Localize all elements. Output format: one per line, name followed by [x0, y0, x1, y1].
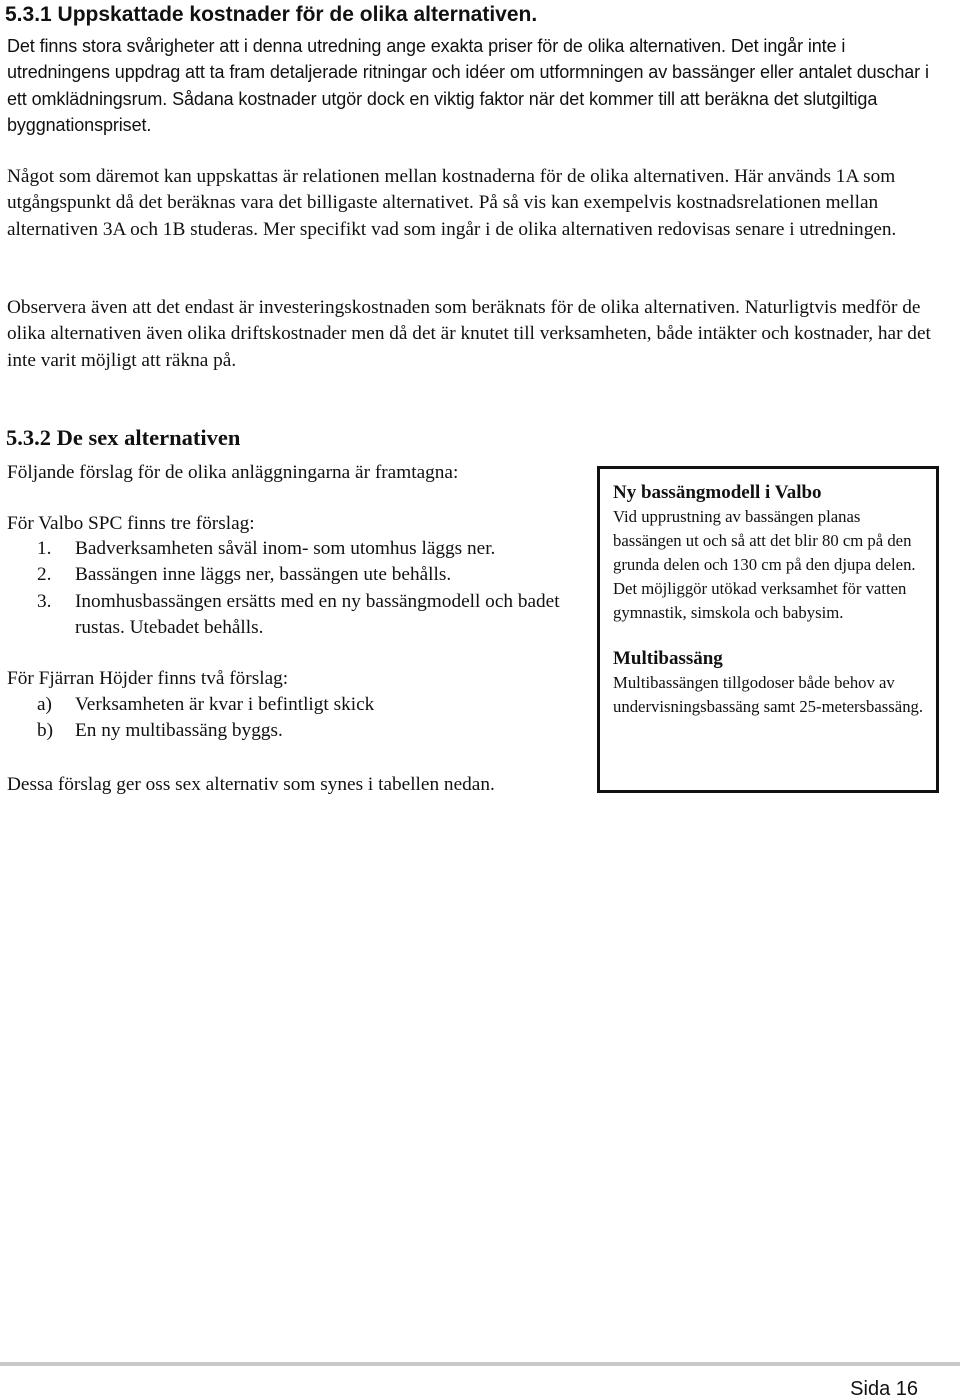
list-item-text: Inomhusbassängen ersätts med en ny bassängmodell och badet rustas. Utebadet behålls.: [75, 590, 560, 639]
list-item: [7, 589, 577, 642]
section-heading-5-3-1: 5.3.1 Uppskattade kostnader för de olika alternativen.: [5, 3, 538, 26]
list-item-text: Badverksamheten såväl inom- som utomhus läggs ner.: [75, 538, 496, 559]
proposals-intro: Följande förslag för de olika anläggningarna är framtagna:: [7, 462, 459, 483]
list-item-text: Bassängen inne läggs ner, bassängen ute behålls.: [75, 564, 452, 586]
fjarran-proposals-intro: För Fjärran Höjder finns två förslag:: [7, 668, 289, 689]
closing-paragraph: Dessa förslag ger oss sex alternativ som synes i tabellen nedan.: [7, 774, 495, 795]
valbo-proposal-list: [7, 536, 577, 642]
info-sidebox: [597, 466, 939, 793]
valbo-proposals-intro: För Valbo SPC finns tre förslag:: [7, 513, 255, 534]
fjarran-proposal-list: [7, 692, 577, 745]
list-item-number: 3.: [37, 590, 52, 612]
list-item: [7, 562, 577, 588]
list-item-letter: a): [37, 694, 52, 715]
footer-divider: [0, 1362, 960, 1366]
list-item: [7, 718, 577, 744]
paragraph-cost-difficulty: Det finns stora svårigheter att i denna utredning ange exakta priser för de olika alternativen. Det ingår inte i utredningens uppdrag att ta fram detaljerade ritningar och idéer om utformningen av bassänger eller antalet duschar i ett omklädningsrum. Sådana kostnader utgör dock en viktig faktor när det kommer till att beräkna det slutgiltiga byggnationspriset.: [7, 36, 929, 136]
list-item-number: 1.: [37, 538, 52, 559]
sidebox-heading-new-pool-model: Ny bassängmodell i Valbo: [613, 482, 822, 503]
list-item-number: 2.: [37, 564, 52, 586]
list-item-letter: b): [37, 720, 54, 742]
section-heading-5-3-2: 5.3.2 De sex alternativen: [6, 425, 241, 450]
paragraph-cost-relation: Något som däremot kan uppskattas är relationen mellan kostnaderna för de olika alternativen. Här används 1A som utgångspunkt då det beräknas vara det billigaste alternativet. På så vis kan exempelvis kostnadsrelationen mellan alternativen 3A och 1B studeras. Mer specifikt vad som ingår i de olika alternativen redovisas senare i utredningen.: [7, 166, 897, 240]
list-item: [7, 692, 577, 718]
sidebox-text-new-pool-model: Vid upprustning av bassängen planas bassängen ut och så att det blir 80 cm på den grunda delen och 130 cm på den djupa delen. Det möjliggör utökad verksamhet för vatten gymnastik, simskola och babysim.: [613, 507, 916, 622]
list-item: [7, 536, 577, 562]
sidebox-heading-multipool: Multibassäng: [613, 648, 723, 669]
list-item-text: Verksamheten är kvar i befintligt skick: [75, 694, 375, 715]
page-number: Sida 16: [850, 1378, 918, 1400]
paragraph-investment-note: Observera även att det endast är investeringskostnaden som beräknats för de olika alternativen. Naturligtvis medför de olika alternativen även olika driftskostnader men då det är knutet till verksamheten, både intäkter och kostnader, har det inte varit möjligt att räkna på.: [7, 297, 931, 371]
list-item-text: En ny multibassäng byggs.: [75, 720, 283, 742]
sidebox-text-multipool: Multibassängen tillgodoser både behov av undervisningsbassäng samt 25-metersbassäng.: [613, 673, 924, 716]
